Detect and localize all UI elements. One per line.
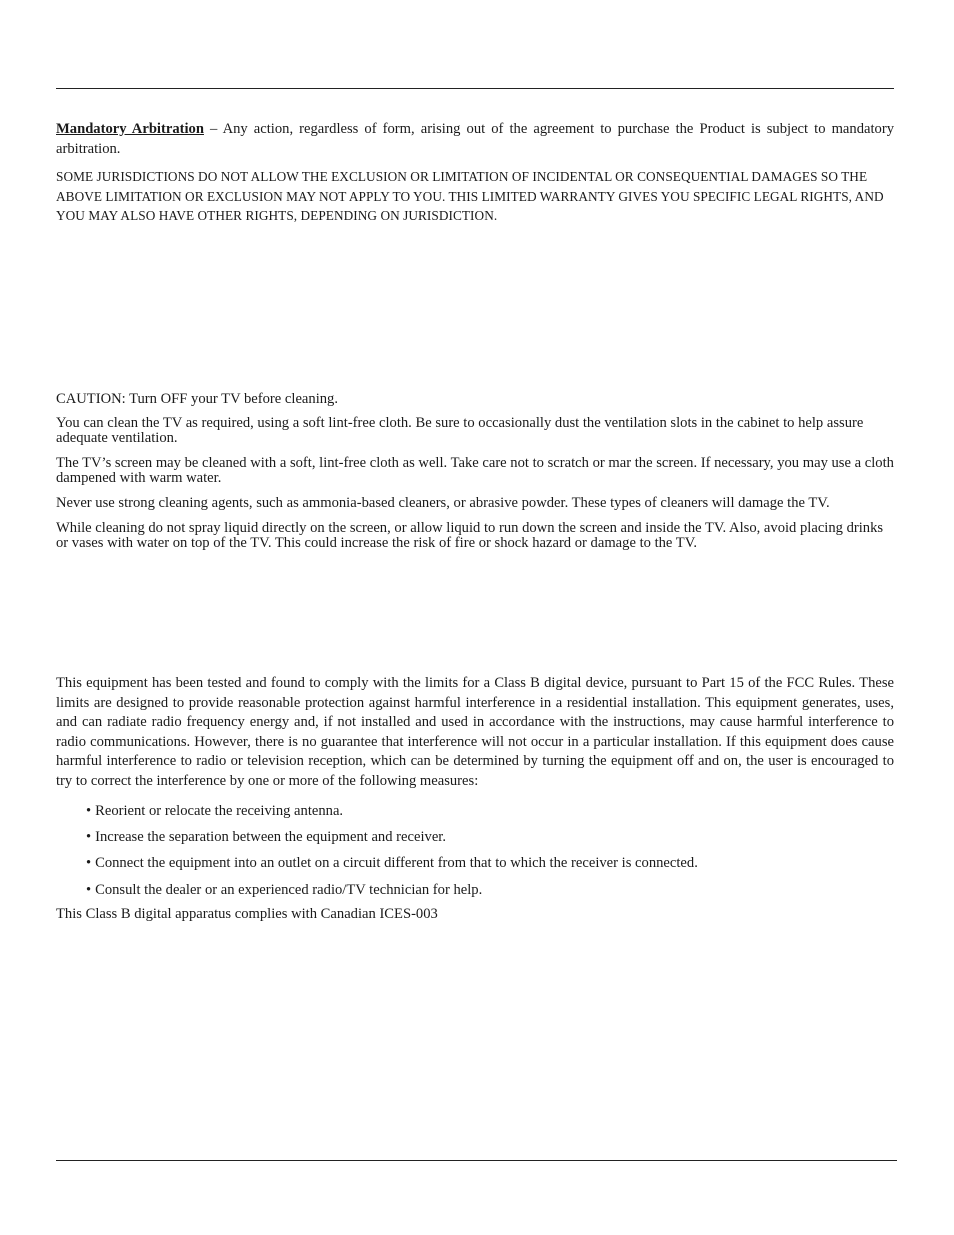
list-item <box>86 881 894 899</box>
bullet-icon: • <box>86 881 92 898</box>
bottom-rule <box>56 1160 897 1161</box>
canada-compliance: This Class B digital apparatus complies with Canadian ICES-003 <box>56 905 438 922</box>
care-paragraph: While cleaning do not spray liquid directly on the screen, or allow liquid to run down the screen and inside the TV. Also, avoid placing drinks or vases with water on top of the TV. This could increase the risk of fire or shock hazard or damage to the TV. <box>56 519 884 552</box>
arbitration-heading: Mandatory Arbitration <box>56 121 204 137</box>
arbitration-paragraph <box>56 119 894 159</box>
bullet-icon: • <box>86 855 92 872</box>
warranty-disclaimer: SOME JURISDICTIONS DO NOT ALLOW THE EXCLUSION OR LIMITATION OF INCIDENTAL OR CONSEQUENTIAL DAMAGES SO THE ABOVE LIMITATION OR EXCLUSION MAY NOT APPLY TO YOU. THIS LIMITED WARRANTY GIVES YOU SPECIFIC LEGAL RIGHTS, AND YOU MAY ALSO HAVE OTHER RIGHTS, DEPENDING ON JURISDICTION. <box>56 169 884 223</box>
bullet-icon: • <box>86 829 92 846</box>
care-paragraph: You can clean the TV as required, using a soft lint-free cloth. Be sure to occasionally dust the ventilation slots in the cabinet to help assure adequate ventilation. <box>56 414 864 447</box>
caution-text: CAUTION: Turn OFF your TV before cleaning. <box>56 391 338 407</box>
list-item <box>86 854 894 872</box>
list-item <box>86 802 894 820</box>
fcc-measures-list <box>56 802 894 899</box>
measure-text: Reorient or relocate the receiving antenna. <box>95 803 344 819</box>
measure-text: Consult the dealer or an experienced radio/TV technician for help. <box>95 881 483 898</box>
arbitration-text: – Any action, regardless of form, arising out of the agreement to purchase the Product is subject to mandatory arbitration. <box>56 121 894 157</box>
fcc-statement: This equipment has been tested and found to comply with the limits for a Class B digital device, pursuant to Part 15 of the FCC Rules. These limits are designed to provide reasonable protection against harmful interference in a residential installation. This equipment generates, uses, and can radiate radio frequency energy and, if not installed and used in accordance with the instructions, may cause harmful interference to radio communications. However, there is no guarantee that interference will not occur in a particular installation. If this equipment does cause harmful interference to radio or television reception, which can be determined by turning the equipment off and on, the user is encouraged to try to correct the interference by one or more of the following measures: <box>56 675 894 789</box>
care-paragraph: Never use strong cleaning agents, such as ammonia-based cleaners, or abrasive powder. These types of cleaners will damage the TV. <box>56 494 830 511</box>
measure-text: Increase the separation between the equipment and receiver. <box>95 829 447 846</box>
care-paragraph: The TV’s screen may be cleaned with a soft, lint-free cloth as well. Take care not to scratch or mar the screen. If necessary, you may use a cloth dampened with warm water. <box>56 454 894 487</box>
list-item <box>86 828 894 846</box>
top-rule <box>56 88 894 89</box>
bullet-icon: • <box>86 803 92 819</box>
measure-text: Connect the equipment into an outlet on a circuit different from that to which the receiver is connected. <box>95 855 698 872</box>
fcc-section <box>56 674 894 923</box>
care-cleaning-section <box>56 392 894 561</box>
